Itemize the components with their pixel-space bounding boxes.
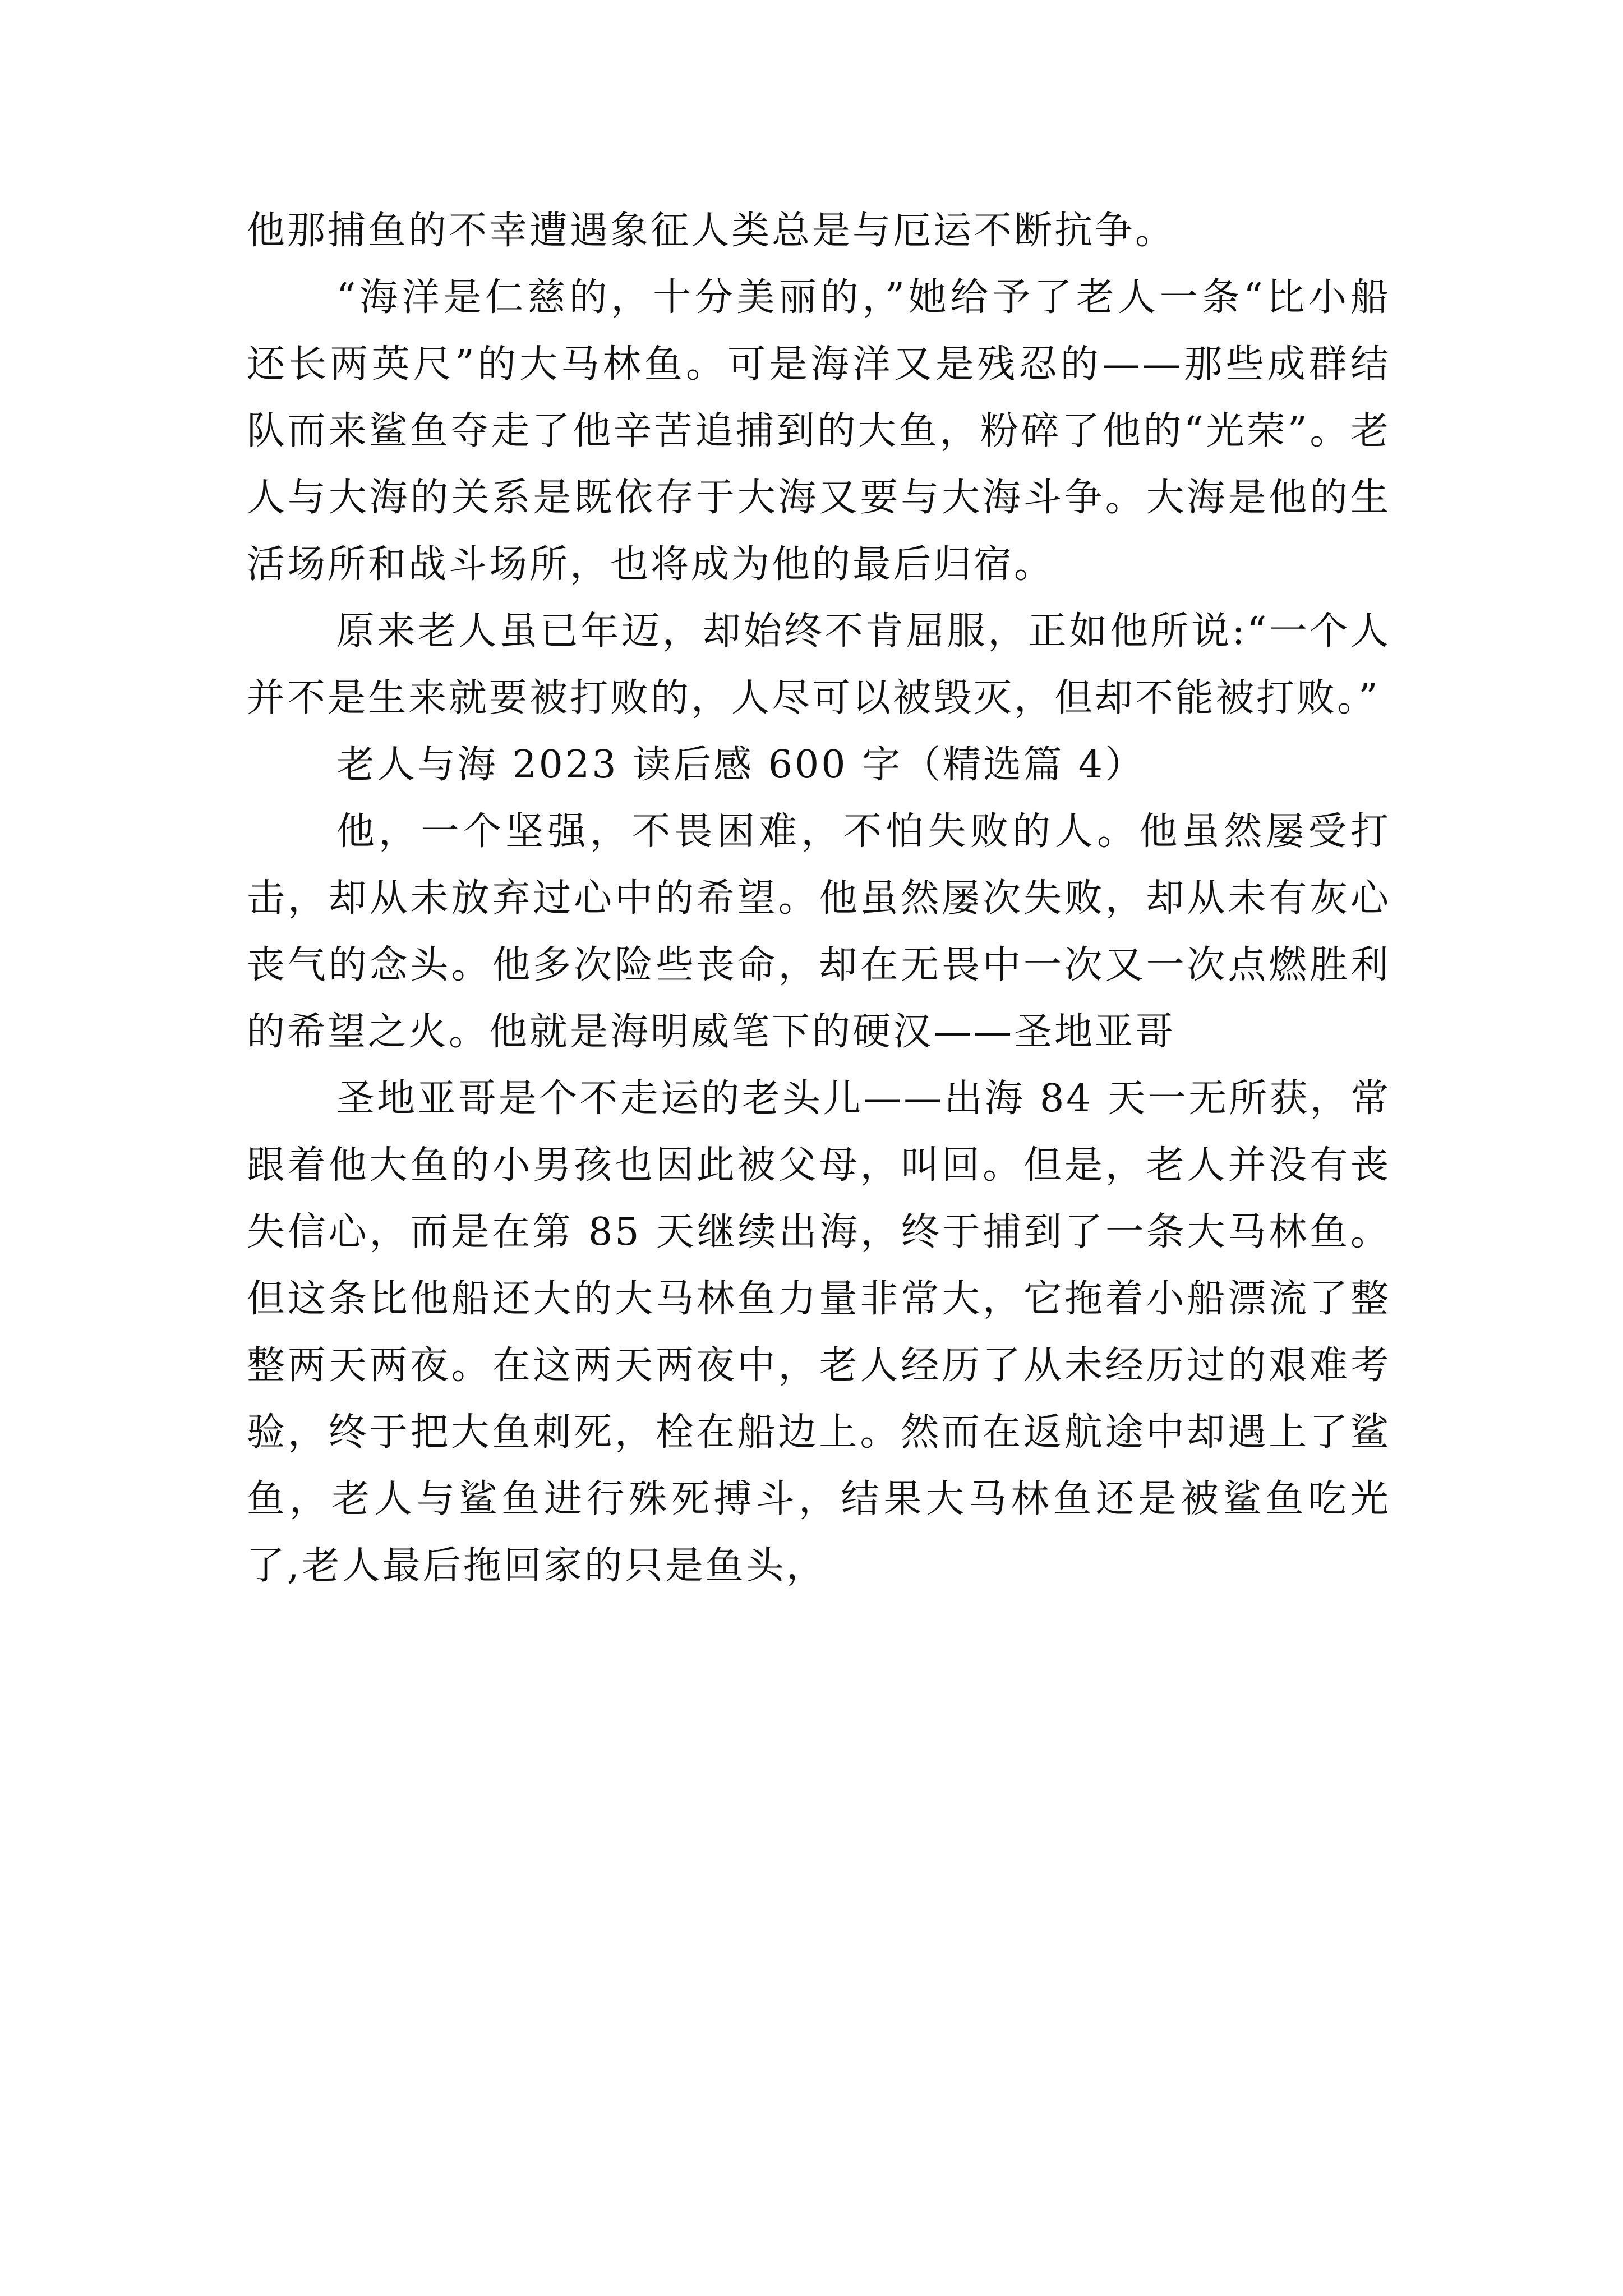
paragraph-2: “海洋是仁慈的，十分美丽的，”她给予了老人一条“比小船还长两英尺”的大马林鱼。可是海洋又是残忍的——那些成群结队而来鲨鱼夺走了他辛苦追捕到的大鱼，粉碎了他的“光荣”。老人与大海的关系是既依存于大海又要与大海斗争。大海是他的生活场所和战斗场所，也将成为他的最后归宿。 [247,275,1391,587]
paragraph-1: 他那捕鱼的不幸遭遇象征人类总是与厄运不断抗争。 [247,209,1176,253]
document-body [247,197,1391,1599]
section-heading: 老人与海 2023 读后感 600 字（精选篇 4） [336,743,1145,787]
paragraph-4: 他，一个坚强，不畏困难，不怕失败的人。他虽然屡受打击，却从未放弃过心中的希望。他虽然屡次失败，却从未有灰心丧气的念头。他多次险些丧命，却在无畏中一次又一次点燃胜利的希望之火。他就是海明威笔下的硬汉——圣地亚哥 [247,809,1391,1054]
paragraph-5: 圣地亚哥是个不走运的老头儿——出海 84 天一无所获，常跟着他大鱼的小男孩也因此被父母，叫回。但是，老人并没有丧失信心，而是在第 85 天继续出海，终于捕到了一条大马林鱼。但这条比他船还大的大马林鱼力量非常大，它拖着小船漂流了整整两天两夜。在这两天两夜中，老人经历了从未经历过的艰难考验，终于把大鱼刺死，栓在船边上。然而在返航途中却遇上了鲨鱼，老人与鲨鱼进行殊死搏斗，结果大马林鱼还是被鲨鱼吃光了,老人最后拖回家的只是鱼头， [247,1076,1391,1588]
paragraph-3: 原来老人虽已年迈，却始终不肯屈服，正如他所说:“一个人并不是生来就要被打败的，人尽可以被毁灭，但却不能被打败。” [247,609,1391,720]
